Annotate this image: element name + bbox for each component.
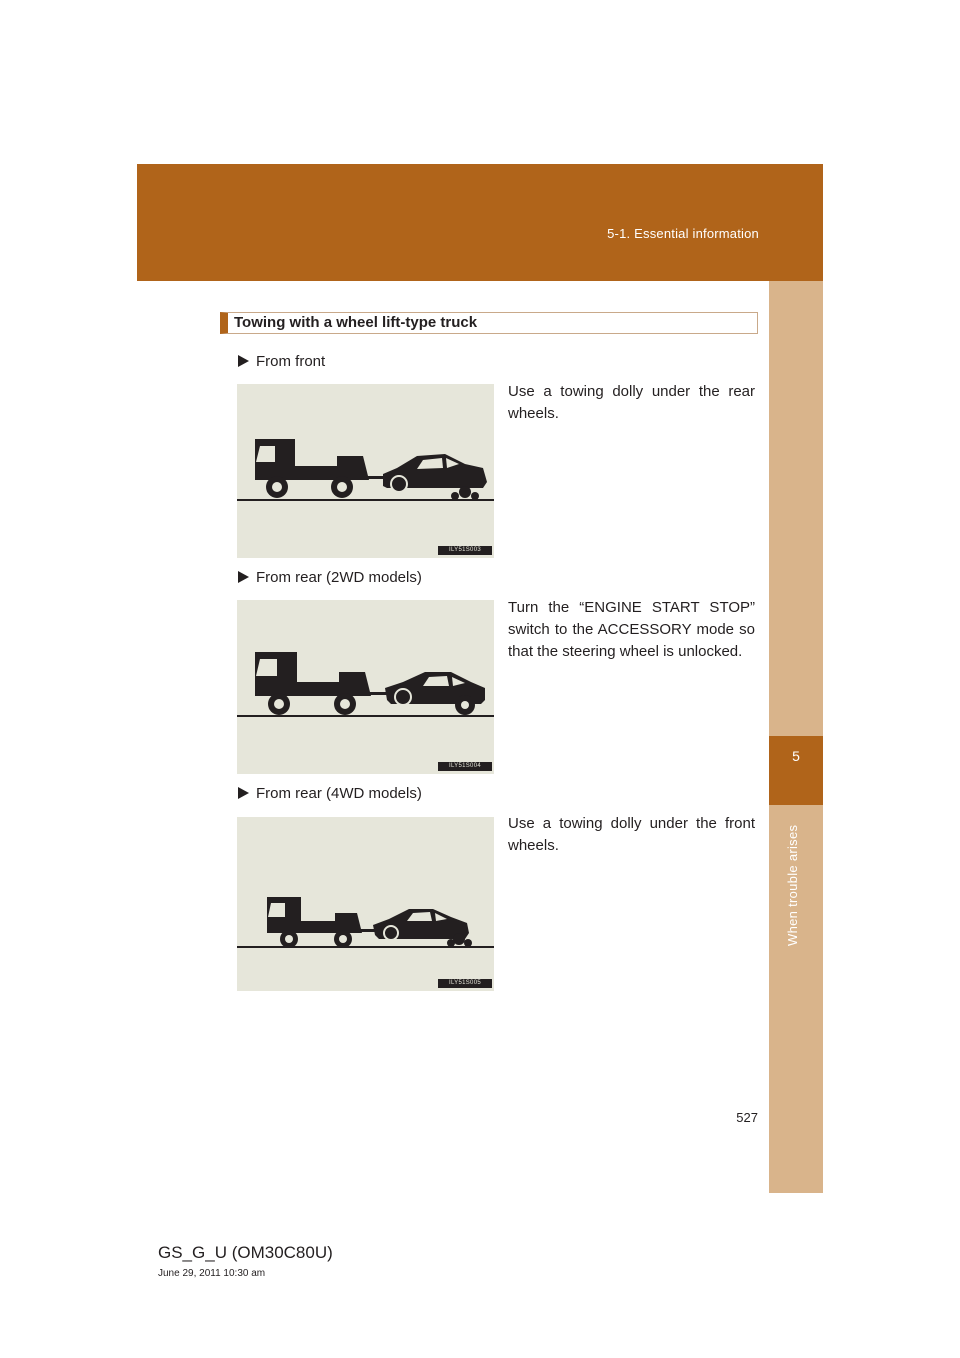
- description-from-front: Use a towing dolly under the rear wheels.: [508, 383, 755, 422]
- bullet-label: From front: [256, 353, 326, 370]
- illustration-from-rear-4wd: [237, 817, 494, 991]
- chapter-number: 5: [792, 748, 800, 764]
- header-band: [137, 164, 823, 281]
- description-from-rear-4wd: Use a towing dolly under the front wheels.: [508, 815, 755, 854]
- tow-truck-rear-4wd-illustration: [237, 817, 494, 991]
- triangle-bullet-icon: [238, 787, 249, 799]
- image-code: ILY51S003: [438, 546, 492, 555]
- page-number: 527: [736, 1110, 758, 1125]
- bullet-from-front: [238, 353, 325, 370]
- bullet-label: From rear (2WD models): [256, 569, 422, 586]
- chapter-tab[interactable]: [769, 736, 823, 805]
- triangle-bullet-icon: [238, 571, 249, 583]
- chapter-title: When trouble arises: [785, 824, 800, 946]
- tow-truck-rear-2wd-illustration: [237, 600, 494, 774]
- section-title: 5-1. Essential information: [607, 226, 759, 241]
- footer-date: June 29, 2011 10:30 am: [158, 1268, 266, 1279]
- image-code: ILY51S005: [438, 979, 492, 988]
- description-from-rear-2wd: Turn the “ENGINE START STOP” switch to the ACCESSORY mode so that the steering wheel is unlocked.: [508, 599, 755, 660]
- section-heading-text: Towing with a wheel lift-type truck: [234, 314, 478, 331]
- bullet-label: From rear (4WD models): [256, 785, 422, 802]
- image-code: ILY51S004: [438, 762, 492, 771]
- illustration-from-front: [237, 384, 494, 558]
- triangle-bullet-icon: [238, 355, 249, 367]
- bullet-from-rear-2wd: [238, 569, 422, 586]
- tow-truck-front-illustration: [237, 384, 494, 558]
- illustration-from-rear-2wd: [237, 600, 494, 774]
- footer-model: GS_G_U (OM30C80U): [158, 1243, 333, 1262]
- section-heading: [220, 312, 758, 334]
- bullet-from-rear-4wd: [238, 785, 422, 802]
